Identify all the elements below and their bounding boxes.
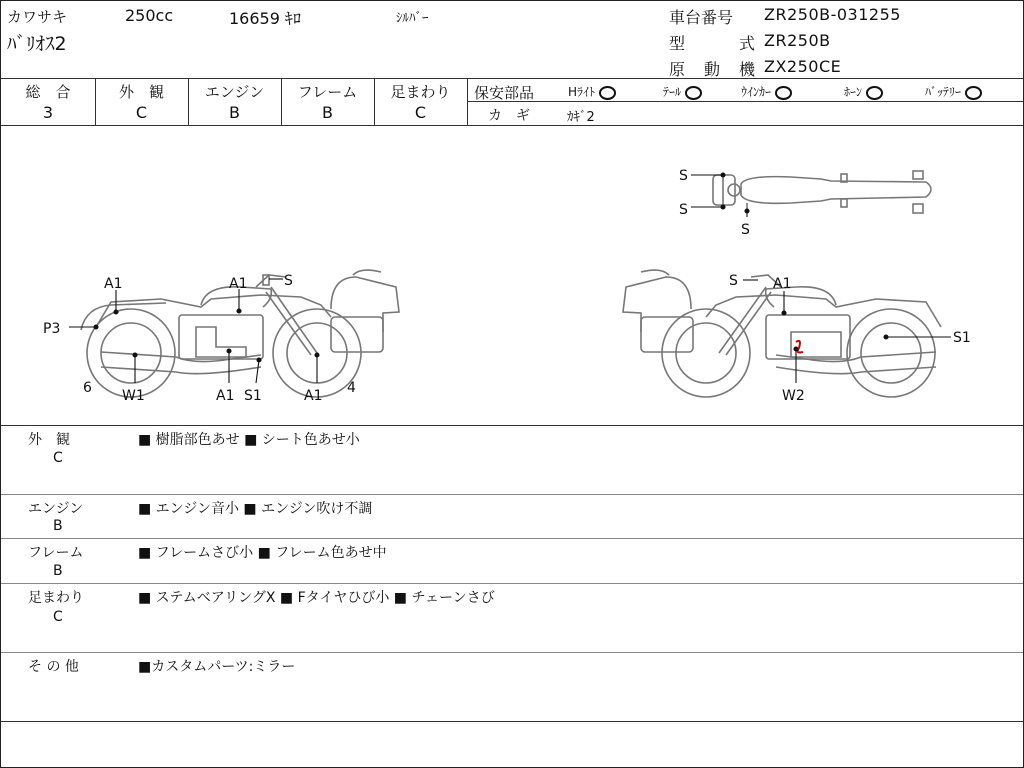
note-suspension-text: ■ ステムベアリングX ■ Fタイヤひび小 ■ チェーンさび xyxy=(138,590,495,606)
note-exterior-category: 外 観 xyxy=(28,432,70,448)
diag-label-left-a1-engine: A1 xyxy=(216,388,235,404)
note-other-category: そ の 他 xyxy=(28,659,79,675)
diag-label-right-w2: W2 xyxy=(782,388,805,404)
grade-engine-value: B xyxy=(229,103,240,122)
diag-label-top-s3: S xyxy=(741,222,750,238)
note-exterior-grade: C xyxy=(53,450,63,466)
type-label-1: 型 xyxy=(669,34,686,53)
motorcycle-diagram xyxy=(1,127,1023,424)
grade-frame-value: B xyxy=(322,103,333,122)
note-suspension-category: 足まわり xyxy=(28,590,84,606)
diag-label-right-s: S xyxy=(729,273,738,289)
key-label: カ ギ xyxy=(488,108,530,124)
grade-suspension-label: 足まわり xyxy=(390,83,451,101)
note-exterior-text: ■ 樹脂部色あせ ■ シート色あせ小 xyxy=(138,432,360,448)
diag-label-right-a1: A1 xyxy=(773,276,792,292)
note-engine-text: ■ エンジン音小 ■ エンジン吹け不調 xyxy=(138,501,373,517)
engine-value: ZX250CE xyxy=(764,57,842,76)
note-engine-grade: B xyxy=(53,518,63,534)
check-circle-icon xyxy=(866,86,883,100)
color: ｼﾙﾊﾞｰ xyxy=(396,11,429,26)
grade-engine-label: エンジン xyxy=(204,83,265,101)
note-engine-category: エンジン xyxy=(28,501,84,517)
diag-label-left-4: 4 xyxy=(347,380,356,396)
top-view-icon xyxy=(713,171,931,213)
check-circle-icon xyxy=(965,86,982,100)
diag-label-left-a1-tank: A1 xyxy=(229,276,248,292)
type-value: ZR250B xyxy=(764,31,831,50)
diag-label-left-s-mirror: S xyxy=(284,273,293,289)
note-frame-grade: B xyxy=(53,563,63,579)
diag-label-left-p3: P3 xyxy=(43,321,61,337)
safety-battery: ﾊﾞｯﾃﾘｰ xyxy=(925,83,982,100)
safety-headlight: Hﾗｲﾄ xyxy=(568,83,616,100)
grade-frame-label: フレーム xyxy=(297,83,358,101)
check-circle-icon xyxy=(599,86,616,100)
grade-suspension-value: C xyxy=(414,103,427,122)
note-other-text: ■カスタムパーツ:ミラー xyxy=(138,659,296,675)
maker: カワサキ xyxy=(7,8,68,26)
grade-exterior-label: 外 観 xyxy=(118,83,164,101)
check-circle-icon xyxy=(685,86,702,100)
note-suspension-grade: C xyxy=(53,609,63,625)
type-label-2: 式 xyxy=(739,34,756,53)
displacement: 250cc xyxy=(125,6,174,25)
safety-tail: ﾃｰﾙ xyxy=(663,83,702,100)
diag-label-left-s1: S1 xyxy=(244,388,262,404)
safety-winker: ｳｲﾝｶｰ xyxy=(741,83,792,100)
note-frame-category: フレーム xyxy=(28,545,84,561)
check-circle-icon xyxy=(775,86,792,100)
note-frame-text: ■ フレームさび小 ■ フレーム色あせ中 xyxy=(138,545,387,561)
grade-overall-label: 総 合 xyxy=(25,83,71,101)
safety-title: 保安部品 xyxy=(474,84,535,102)
diag-label-left-w1: W1 xyxy=(122,388,145,404)
diag-label-left-6: 6 xyxy=(83,380,92,396)
engine-label-3: 機 xyxy=(739,60,756,79)
diag-label-top-s1: S xyxy=(679,168,688,184)
engine-label-2: 動 xyxy=(704,60,721,79)
frame-number-value: ZR250B-031255 xyxy=(764,5,901,24)
key-value: ｶｷﾞ2 xyxy=(567,110,595,125)
grade-overall-value: 3 xyxy=(42,103,54,122)
diag-label-left-a1-fork: A1 xyxy=(304,388,323,404)
frame-number-label: 車台番号 xyxy=(669,8,734,27)
diag-label-left-a1-seat: A1 xyxy=(104,276,123,292)
grade-exterior-value: C xyxy=(135,103,148,122)
diag-label-top-s2: S xyxy=(679,202,688,218)
safety-horn: ﾎｰﾝ xyxy=(844,83,883,100)
diag-label-right-s1: S1 xyxy=(953,330,971,346)
model-name: ﾊﾞﾘｵｽ2 xyxy=(7,33,67,55)
engine-label-1: 原 xyxy=(669,60,686,79)
mileage: 16659 ｷﾛ xyxy=(229,9,301,28)
